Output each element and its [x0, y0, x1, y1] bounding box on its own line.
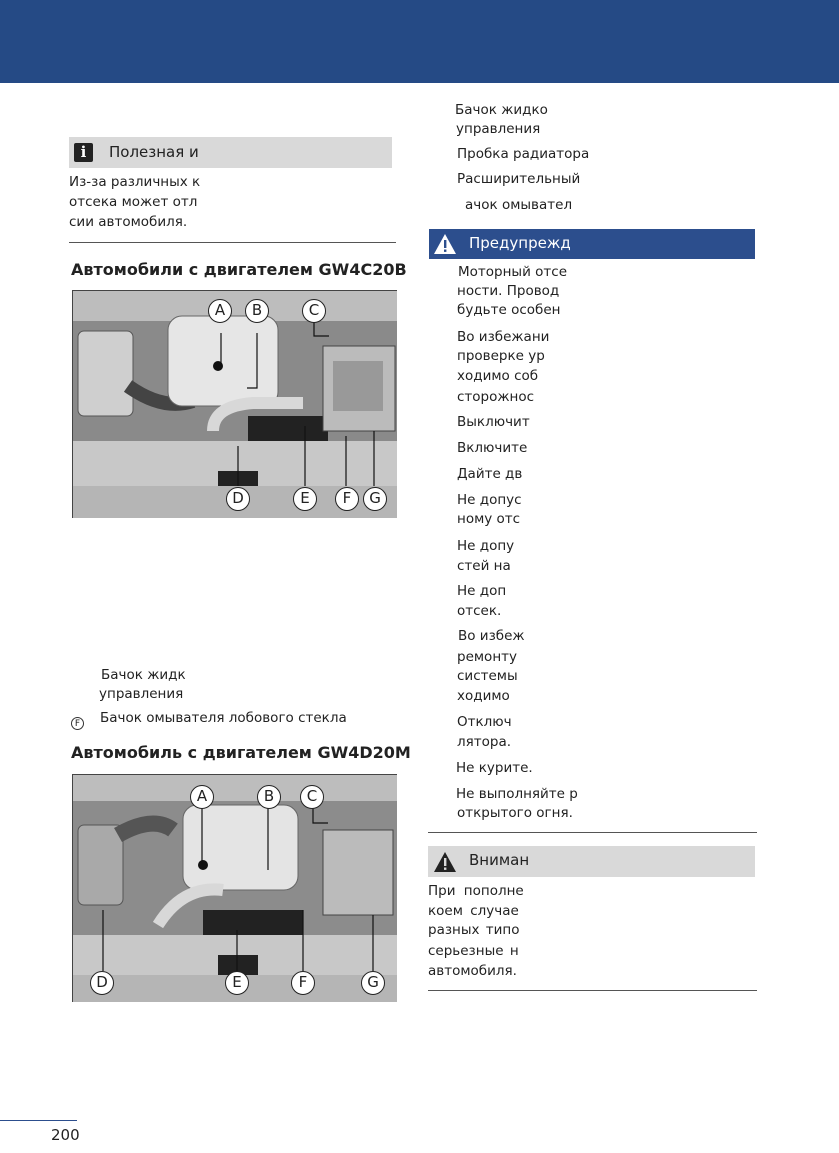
warning-line: сторожнос: [457, 389, 535, 405]
footer-rule: [0, 1120, 77, 1121]
header-bar: [0, 0, 839, 83]
warning-line: Не доп: [457, 583, 507, 599]
warning-line: Выключит: [457, 414, 530, 430]
engine-photo-gw4c20b: [72, 290, 397, 518]
warning-line: Во избежани: [457, 329, 550, 345]
warning-line: Включите: [457, 440, 528, 456]
warning-line: Не допу: [457, 538, 515, 554]
label-e-2: E: [225, 971, 249, 995]
right-list-line-2: управления: [456, 121, 541, 137]
engine-illustration-2: [73, 775, 397, 1002]
label-b-2: B: [257, 785, 281, 809]
label-b: B: [245, 299, 269, 323]
caution-line: коем случае: [428, 903, 519, 919]
divider: [69, 242, 396, 243]
label-e: E: [293, 487, 317, 511]
warning-line: ности. Провод: [457, 283, 560, 299]
warning-line: стей на: [457, 558, 511, 574]
right-list-line-1: Бачок жидко: [455, 102, 548, 118]
right-list-line-4: Расширительный: [457, 171, 581, 187]
engine-illustration: [73, 291, 397, 518]
caution-line: При пополне: [428, 883, 524, 899]
label-d-2: D: [90, 971, 114, 995]
marker-f: F: [71, 717, 84, 730]
label-a: A: [208, 299, 232, 323]
divider: [428, 832, 757, 833]
engine-photo-gw4d20m: [72, 774, 397, 1002]
warning-line: ному отс: [457, 511, 521, 527]
warning-line: проверке ур: [457, 348, 545, 364]
warning-line: ходимо соб: [457, 368, 539, 384]
info-icon: i: [74, 143, 93, 162]
section2-title: Автомобиль с двигателем GW4D20M: [71, 743, 411, 762]
warning-line: Не выполняйте р: [456, 786, 578, 802]
divider: [428, 990, 757, 991]
warning-line: Не курите.: [456, 760, 533, 776]
label-g: G: [363, 487, 387, 511]
warning-line: Отключ: [457, 714, 512, 730]
list-line-2: управления: [99, 686, 184, 702]
label-f-2: F: [291, 971, 315, 995]
info-line-3: сии автомобиля.: [69, 214, 188, 230]
list-line-1: Бачок жидк: [101, 667, 186, 683]
warning-line: будьте особен: [457, 302, 561, 318]
label-g-2: G: [361, 971, 385, 995]
warning-line: отсек.: [457, 603, 502, 619]
label-a-2: A: [190, 785, 214, 809]
warning-line: ремонту: [457, 649, 517, 665]
caution-title: Вниман: [469, 851, 530, 869]
list-item-f: Бачок омывателя лобового стекла: [100, 710, 347, 726]
label-d: D: [226, 487, 250, 511]
caution-line: автомобиля.: [428, 963, 517, 979]
warning-icon: [433, 233, 457, 255]
page-number: 200: [51, 1126, 80, 1144]
label-f: F: [335, 487, 359, 511]
info-line-2: отсека может отл: [69, 194, 198, 210]
warning-line: открытого огня.: [457, 805, 573, 821]
warning-line: лятора.: [457, 734, 512, 750]
caution-icon: [433, 851, 457, 873]
warning-line: ходимо: [457, 688, 510, 704]
warning-line: Дайте дв: [457, 466, 523, 482]
right-list-line-3: Пробка радиатора: [457, 146, 590, 162]
label-c: C: [302, 299, 326, 323]
warning-line: Во избеж: [458, 628, 525, 644]
list-marker-f: [71, 713, 84, 732]
label-c-2: C: [300, 785, 324, 809]
caution-line: серьезные н: [428, 943, 519, 959]
warning-title: Предупрежд: [469, 234, 571, 252]
info-box-title: Полезная и: [109, 143, 199, 161]
info-line-1: Из-за различных к: [69, 174, 201, 190]
warning-line: Моторный отсе: [458, 264, 568, 280]
warning-line: системы: [457, 668, 518, 684]
caution-line: разных типо: [428, 922, 520, 938]
right-list-line-5: ачок омывател: [465, 197, 573, 213]
section1-title: Автомобили с двигателем GW4C20B: [71, 260, 407, 279]
warning-line: Не допус: [457, 492, 522, 508]
